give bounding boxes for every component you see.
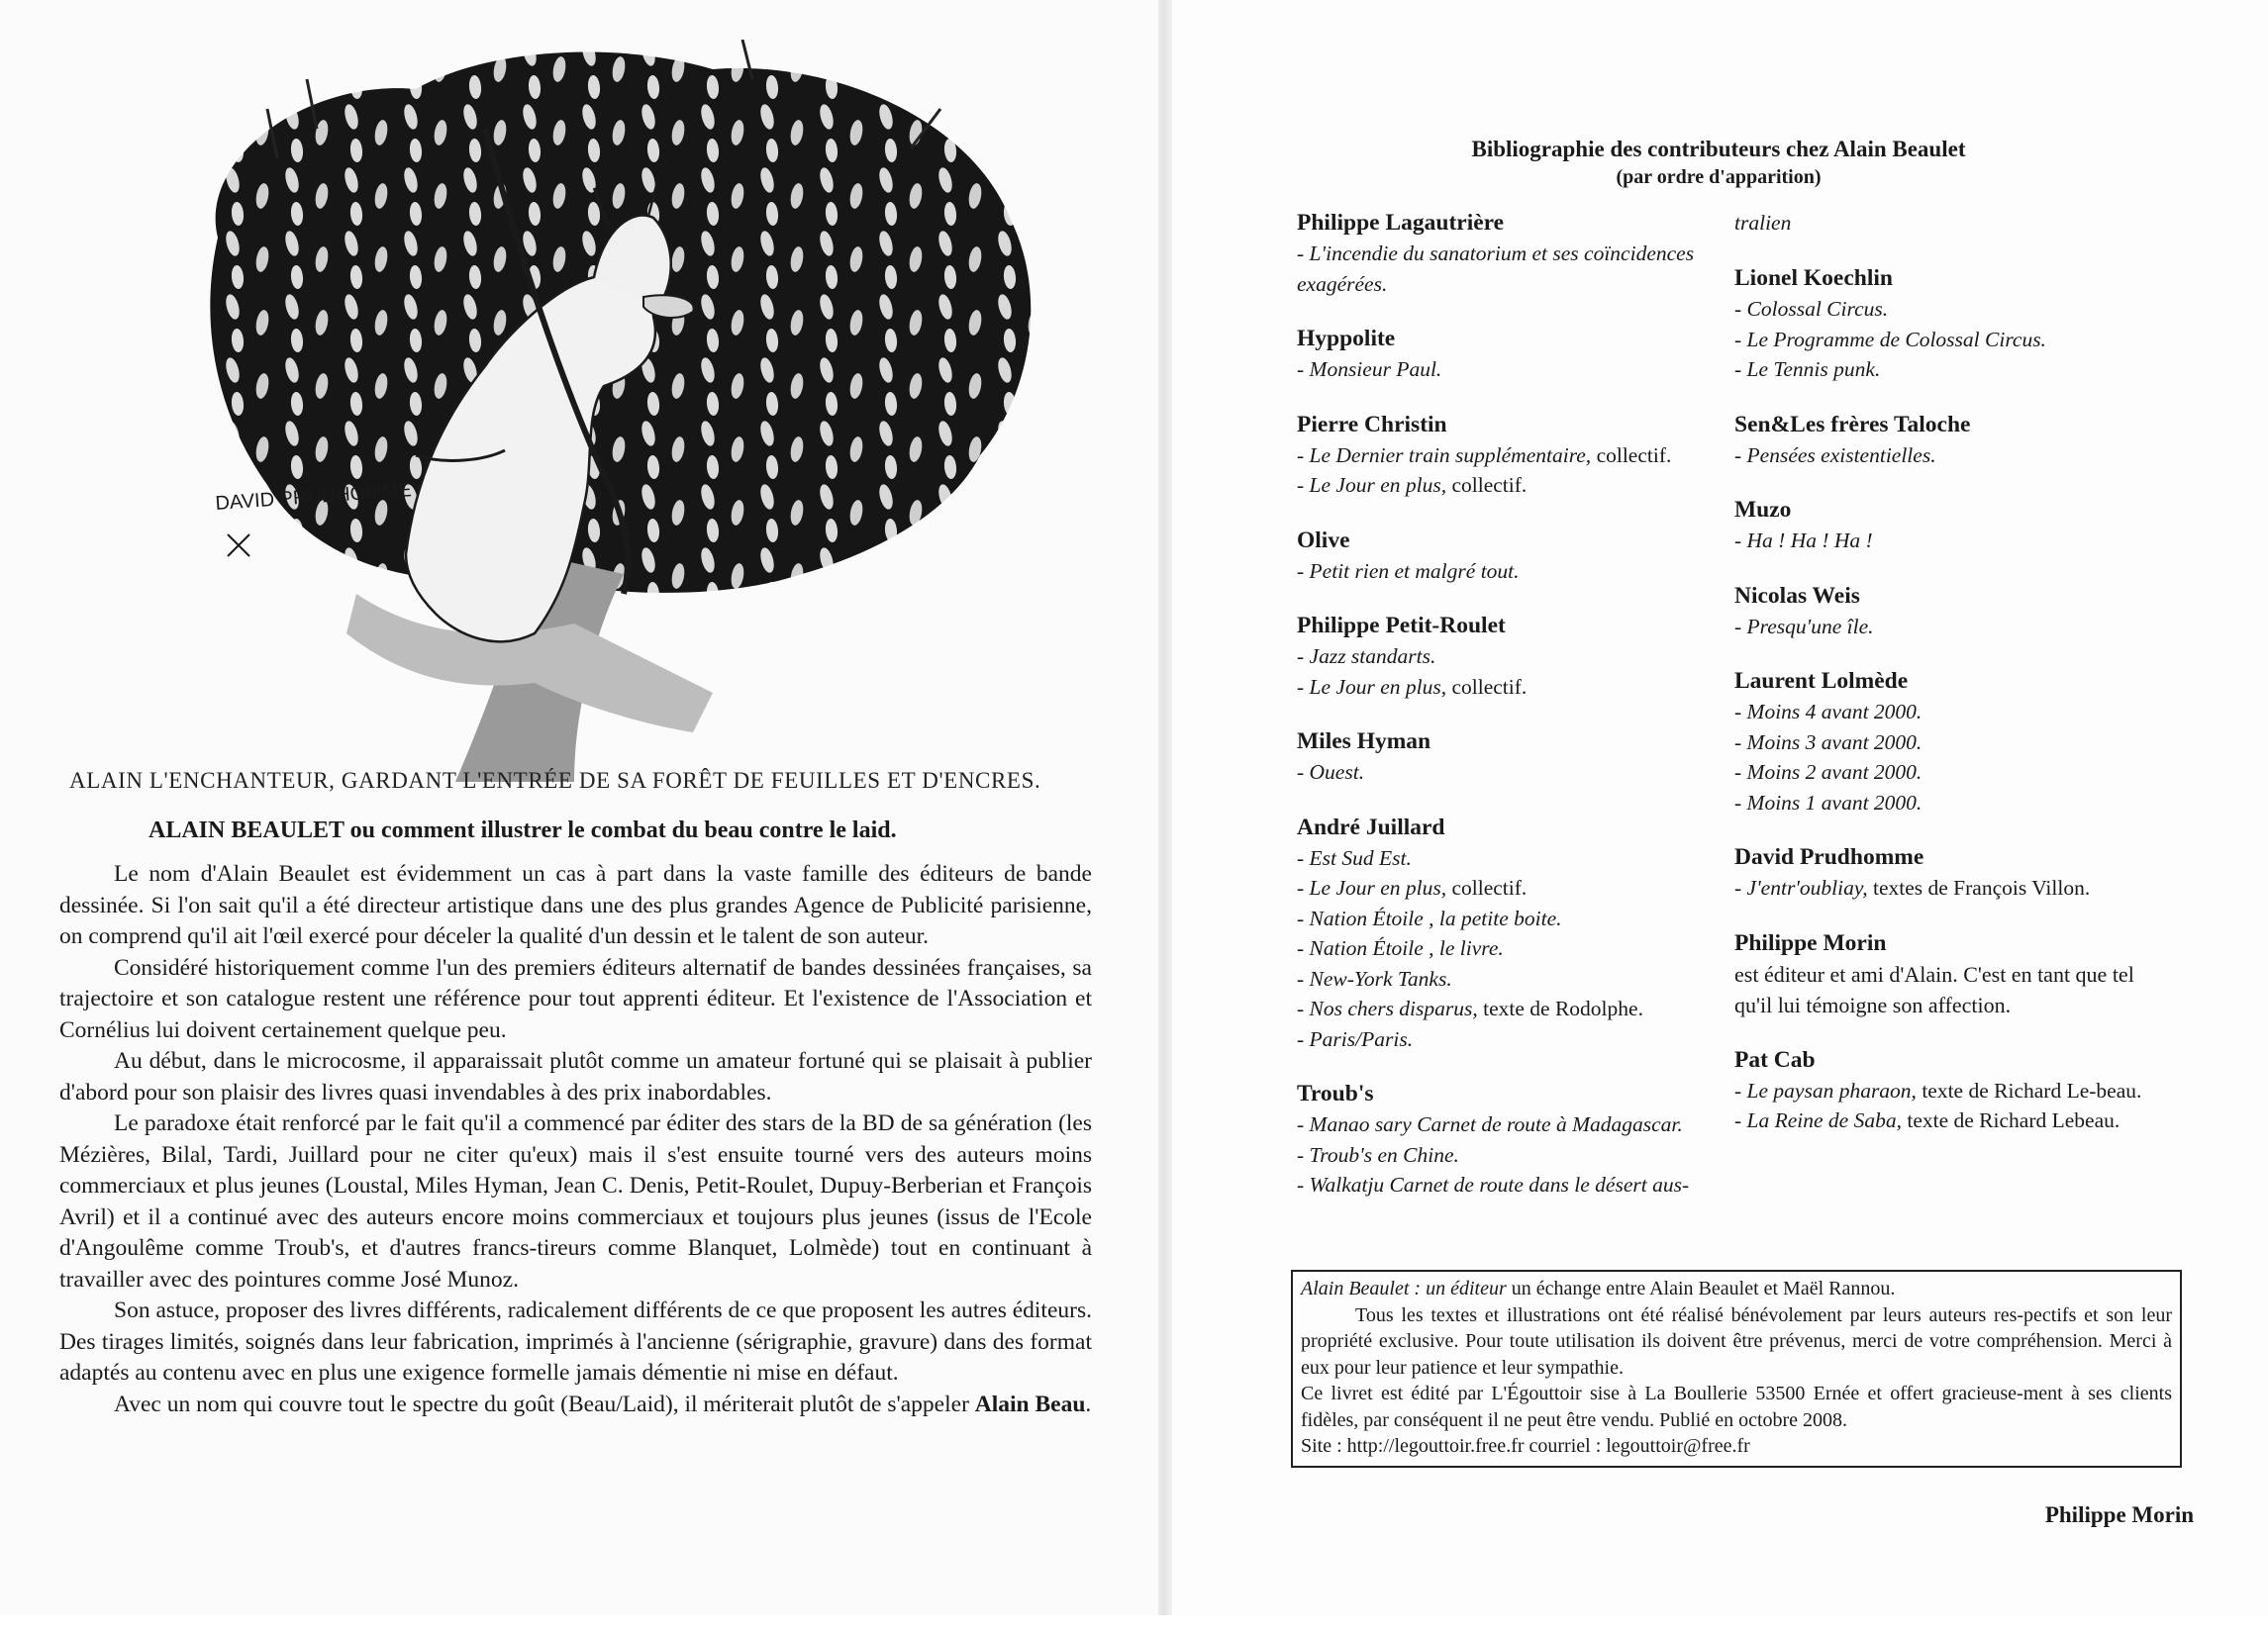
bibliography-entry — [1297, 208, 1723, 299]
work-title-text: - Nation Étoile , la petite boite. — [1297, 906, 1562, 930]
bibliography-entry — [1297, 526, 1723, 587]
scan-margin — [0, 1615, 2268, 1635]
work-title-text: - Le Jour en plus, — [1297, 674, 1447, 699]
work-title — [1297, 556, 1723, 587]
bibliography-entry — [1297, 726, 1723, 788]
bibliography-entry — [1734, 495, 2170, 556]
work-title — [1734, 788, 2170, 818]
bibliography-entry — [1297, 813, 1723, 1055]
work-title — [1734, 1076, 2170, 1106]
bibliography-entry — [1297, 410, 1723, 501]
essay-signature: Philippe Morin — [2044, 1502, 2194, 1527]
work-title — [1734, 294, 2170, 325]
work-title-text: - Le Dernier train supplémentaire, — [1297, 442, 1592, 467]
contributor-name: Laurent Lolmède — [1734, 668, 1909, 694]
work-title-text: - Moins 1 avant 2000. — [1734, 790, 1923, 815]
work-title-text: - Presqu'une île. — [1734, 614, 1874, 638]
contributor-name: Troub's — [1297, 1081, 1374, 1106]
work-title — [1297, 440, 1723, 471]
contributor-name: Miles Hyman — [1297, 728, 1431, 754]
contributor-name: Hyppolite — [1297, 326, 1396, 351]
contributor-note: est éditeur et ami d'Alain. C'est en tant que tel qu'il lui témoigne son affection. — [1734, 961, 2134, 1017]
work-title — [1297, 1024, 1723, 1055]
bibliography-entry — [1297, 324, 1723, 385]
work-title-text: - J'entr'oubliay, — [1734, 876, 1868, 900]
essay-body — [59, 859, 1092, 1420]
work-title-text: - Le Jour en plus, — [1297, 473, 1447, 497]
work-title — [1297, 904, 1723, 934]
contributor-name: Pat Cab — [1734, 1046, 1816, 1073]
work-title — [1297, 933, 1723, 964]
work-title — [1297, 354, 1723, 385]
work-title — [1734, 612, 2170, 642]
work-title — [1734, 526, 2170, 556]
work-title — [1734, 697, 2170, 727]
last-end: . — [1085, 1391, 1092, 1417]
work-title-text: - Jazz standarts. — [1297, 644, 1436, 668]
work-title-text: - Manao sary Carnet de route à Madagascar. — [1297, 1112, 1683, 1136]
work-title-text: - Nation Étoile , le livre. — [1297, 936, 1504, 960]
bibliography-entry — [1734, 842, 2170, 904]
work-title-text: - Moins 3 avant 2000. — [1734, 729, 1923, 754]
work-note: texte de Richard Lebeau. — [1901, 1108, 2120, 1132]
contributor-name: David Prudhomme — [1734, 844, 1924, 870]
work-title-text: - Le paysan pharaon, — [1734, 1078, 1917, 1103]
bibliography-entry — [1734, 928, 2170, 1020]
work-note: texte de Rodolphe. — [1477, 997, 1643, 1020]
bibliography-entry — [1734, 1045, 2170, 1136]
work-title-text: - Monsieur Paul. — [1297, 357, 1442, 381]
continuation-text: tralien — [1734, 211, 1792, 235]
work-title-text: - Ouest. — [1297, 760, 1365, 784]
work-title — [1297, 672, 1723, 703]
bibliography-entry — [1297, 611, 1723, 702]
work-title — [1297, 641, 1723, 672]
work-title-text: - L'incendie du sanatorium et ses coïncidences exagérées. — [1297, 241, 1695, 296]
work-note: textes de François Villon. — [1867, 876, 2091, 900]
essay-headline — [148, 818, 1079, 844]
headline-bold: ALAIN BEAULET — [148, 818, 345, 843]
contributor-name: Olive — [1297, 527, 1350, 553]
work-title-text: - New-York Tanks. — [1297, 966, 1452, 991]
work-title-text: - Est Sud Est. — [1297, 845, 1412, 870]
headline-rest: ou comment illustrer le combat du beau contre le laid. — [344, 818, 897, 843]
work-title — [1734, 440, 2170, 471]
bibliography-entry — [1734, 263, 2170, 385]
work-title — [1734, 1106, 2170, 1136]
credits-exchange: un échange entre Alain Beaulet et Maël Rannou. — [1506, 1278, 1896, 1299]
essay-paragraph: Considéré historiquement comme l'un des premiers éditeurs alternatif de bandes dessinées françaises, sa trajectoire et son catalogue restent une référence pour tout apprenti éditeur. Et l'existence de l'Association et Cornélius lui doivent certainement quelque peu. — [59, 954, 1092, 1043]
bibliography-entry — [1734, 581, 2170, 642]
contributor-name: Sen&Les frères Taloche — [1734, 411, 1971, 437]
bibliography-title: Bibliographie des contributeurs chez Alain Beaulet — [1471, 137, 1966, 161]
work-note: texte de Richard Le-beau. — [1916, 1078, 2142, 1103]
last-text: Avec un nom qui couvre tout le spectre du goût (Beau/Laid), il mériterait plutôt de s'appeler — [114, 1391, 975, 1417]
bibliography-entry — [1297, 1079, 1723, 1201]
work-title-text: - Ha ! Ha ! Ha ! — [1734, 529, 1873, 552]
contributor-name: Philippe Petit-Roulet — [1297, 613, 1506, 638]
essay-paragraph: Au début, dans le microcosme, il apparaissait plutôt comme un amateur fortuné qui se plaisait à publier d'abord pour son plaisir des livres quasi invendables à des prix inabordables. — [59, 1048, 1092, 1106]
work-note: collectif. — [1591, 442, 1672, 467]
work-title-text: - Petit rien et malgré tout. — [1297, 558, 1520, 583]
essay-paragraph: Le paradoxe était renforcé par le fait qu'il a commencé par éditer des stars de la BD de sa génération (les Mézières, Bilal, Tardi, Juillard pour ne citer qu'eux) mais il s'est ensuite tourné vers des auteurs moins commerciaux et plus jeunes (Loustal, Miles Hyman, Jean C. Denis, Petit-Roulet, Dupuy-Berberian et François Avril) et il a continué avec des auteurs encore moins commerciaux et toujours plus jeunes (issus de l'Ecole d'Angoulême comme Troub's, et d'autres francs-tireurs comme Blanquet, Lolmède) tout en continuant à travailler avec des pointures comme José Munoz. — [59, 1110, 1092, 1293]
work-title-text: - Paris/Paris. — [1297, 1026, 1414, 1051]
work-note: collectif. — [1446, 876, 1528, 900]
work-title — [1734, 727, 2170, 758]
work-title — [1297, 1109, 1723, 1140]
work-note: collectif. — [1446, 674, 1528, 699]
credits-rights: Tous les textes et illustrations ont été réalisé bénévolement par leurs auteurs res-pectifs et son leur propriété exclusive. Pour toute utilisation ils doivent être prévenus, merci de votre compréhension. Merci à eux pour leur patience et leur sympathie. — [1301, 1303, 2172, 1379]
contributor-name: Philippe Lagautrière — [1297, 210, 1505, 236]
work-title-text: - Walkatju Carnet de route dans le désert aus- — [1297, 1173, 1690, 1197]
work-title-text: - Troub's en Chine. — [1297, 1142, 1459, 1167]
work-title — [1297, 470, 1723, 501]
bibliography-subtitle: (par ordre d'apparition) — [1616, 166, 1822, 188]
work-title — [1297, 1170, 1723, 1201]
contributor-name: Nicolas Weis — [1734, 582, 1860, 609]
work-title — [1734, 873, 2170, 904]
artist-signature: DAVID PRUDHOMME — [214, 479, 413, 515]
work-title-text: - Colossal Circus. — [1734, 297, 1889, 321]
contributor-name: Muzo — [1734, 497, 1792, 523]
contributor-name: Lionel Koechlin — [1734, 265, 1893, 291]
credits-publisher: Ce livret est édité par L'Égouttoir sise à La Boullerie 53500 Ernée et offert gracieuse-ment à ses clients fidèles, par conséquent il ne peut être vendu. Publié en octobre 2008. — [1301, 1383, 2172, 1431]
work-title-text: - La Reine de Saba, — [1734, 1108, 1902, 1132]
contributor-name: Pierre Christin — [1297, 411, 1447, 437]
work-title-text: - Le Jour en plus, — [1297, 876, 1447, 900]
work-title — [1297, 873, 1723, 904]
bibliography-right-column — [1734, 208, 2170, 1161]
work-note: collectif. — [1446, 473, 1528, 497]
work-title-text: - Nos chers disparus, — [1297, 997, 1478, 1020]
work-title — [1734, 757, 2170, 788]
contributor-name: Philippe Morin — [1734, 929, 1887, 956]
bibliography-left-column — [1297, 208, 1723, 1225]
credits-line — [1301, 1276, 2172, 1302]
essay-paragraph: Son astuce, proposer des livres différents, radicalement différents de ce que proposent les autres éditeurs. Des tirages limités, soignés dans leur fabrication, imprimés à l'ancienne (sérigraphie, gravure) dans des format adaptés au contenu avec en plus une exigence formelle jamais démentie ni mise en défaut. — [59, 1298, 1092, 1386]
credits-box — [1291, 1270, 2182, 1468]
bibliography-entry — [1734, 666, 2170, 818]
credits-contact: Site : http://legouttoir.free.fr courriel : legouttoir@free.fr — [1301, 1435, 1750, 1457]
work-title — [1297, 964, 1723, 995]
illustration-caption: ALAIN L'ENCHANTEUR, GARDANT L'ENTRÉE DE SA FORÊT DE FEUILLES ET D'ENCRES. — [69, 768, 1041, 793]
work-title-text: - Moins 2 avant 2000. — [1734, 760, 1923, 784]
essay-paragraph: Le nom d'Alain Beaulet est évidemment un cas à part dans la vaste famille des éditeurs de bande dessinée. Si l'on sait qu'il a été directeur artistique dans une des plus grandes Agence de Publicité parisienne, on comprend qu'il ait l'œil exercé pour déceler la qualité d'un dessin et le talent de son auteur. — [59, 861, 1092, 949]
bibliography-entry — [1734, 410, 2170, 471]
book-gutter — [1158, 0, 1172, 1615]
work-title — [1734, 325, 2170, 355]
essay-paragraph-last — [59, 1390, 1092, 1421]
credits-book-title: Alain Beaulet : un éditeur — [1301, 1278, 1507, 1299]
contributor-name: André Juillard — [1297, 814, 1445, 840]
work-title-text: - Le Tennis punk. — [1734, 357, 1881, 381]
work-title-text: - Moins 4 avant 2000. — [1734, 700, 1923, 723]
work-title — [1297, 239, 1723, 299]
work-title — [1297, 757, 1723, 788]
work-title — [1297, 843, 1723, 874]
work-title-text: - Pensées existentielles. — [1734, 442, 1936, 467]
alain-beau: Alain Beau — [974, 1391, 1086, 1417]
work-title — [1297, 1140, 1723, 1171]
tree-illustration — [158, 40, 1089, 782]
work-title — [1734, 354, 2170, 385]
work-title — [1297, 994, 1723, 1024]
work-title-text: - Le Programme de Colossal Circus. — [1734, 327, 2046, 351]
